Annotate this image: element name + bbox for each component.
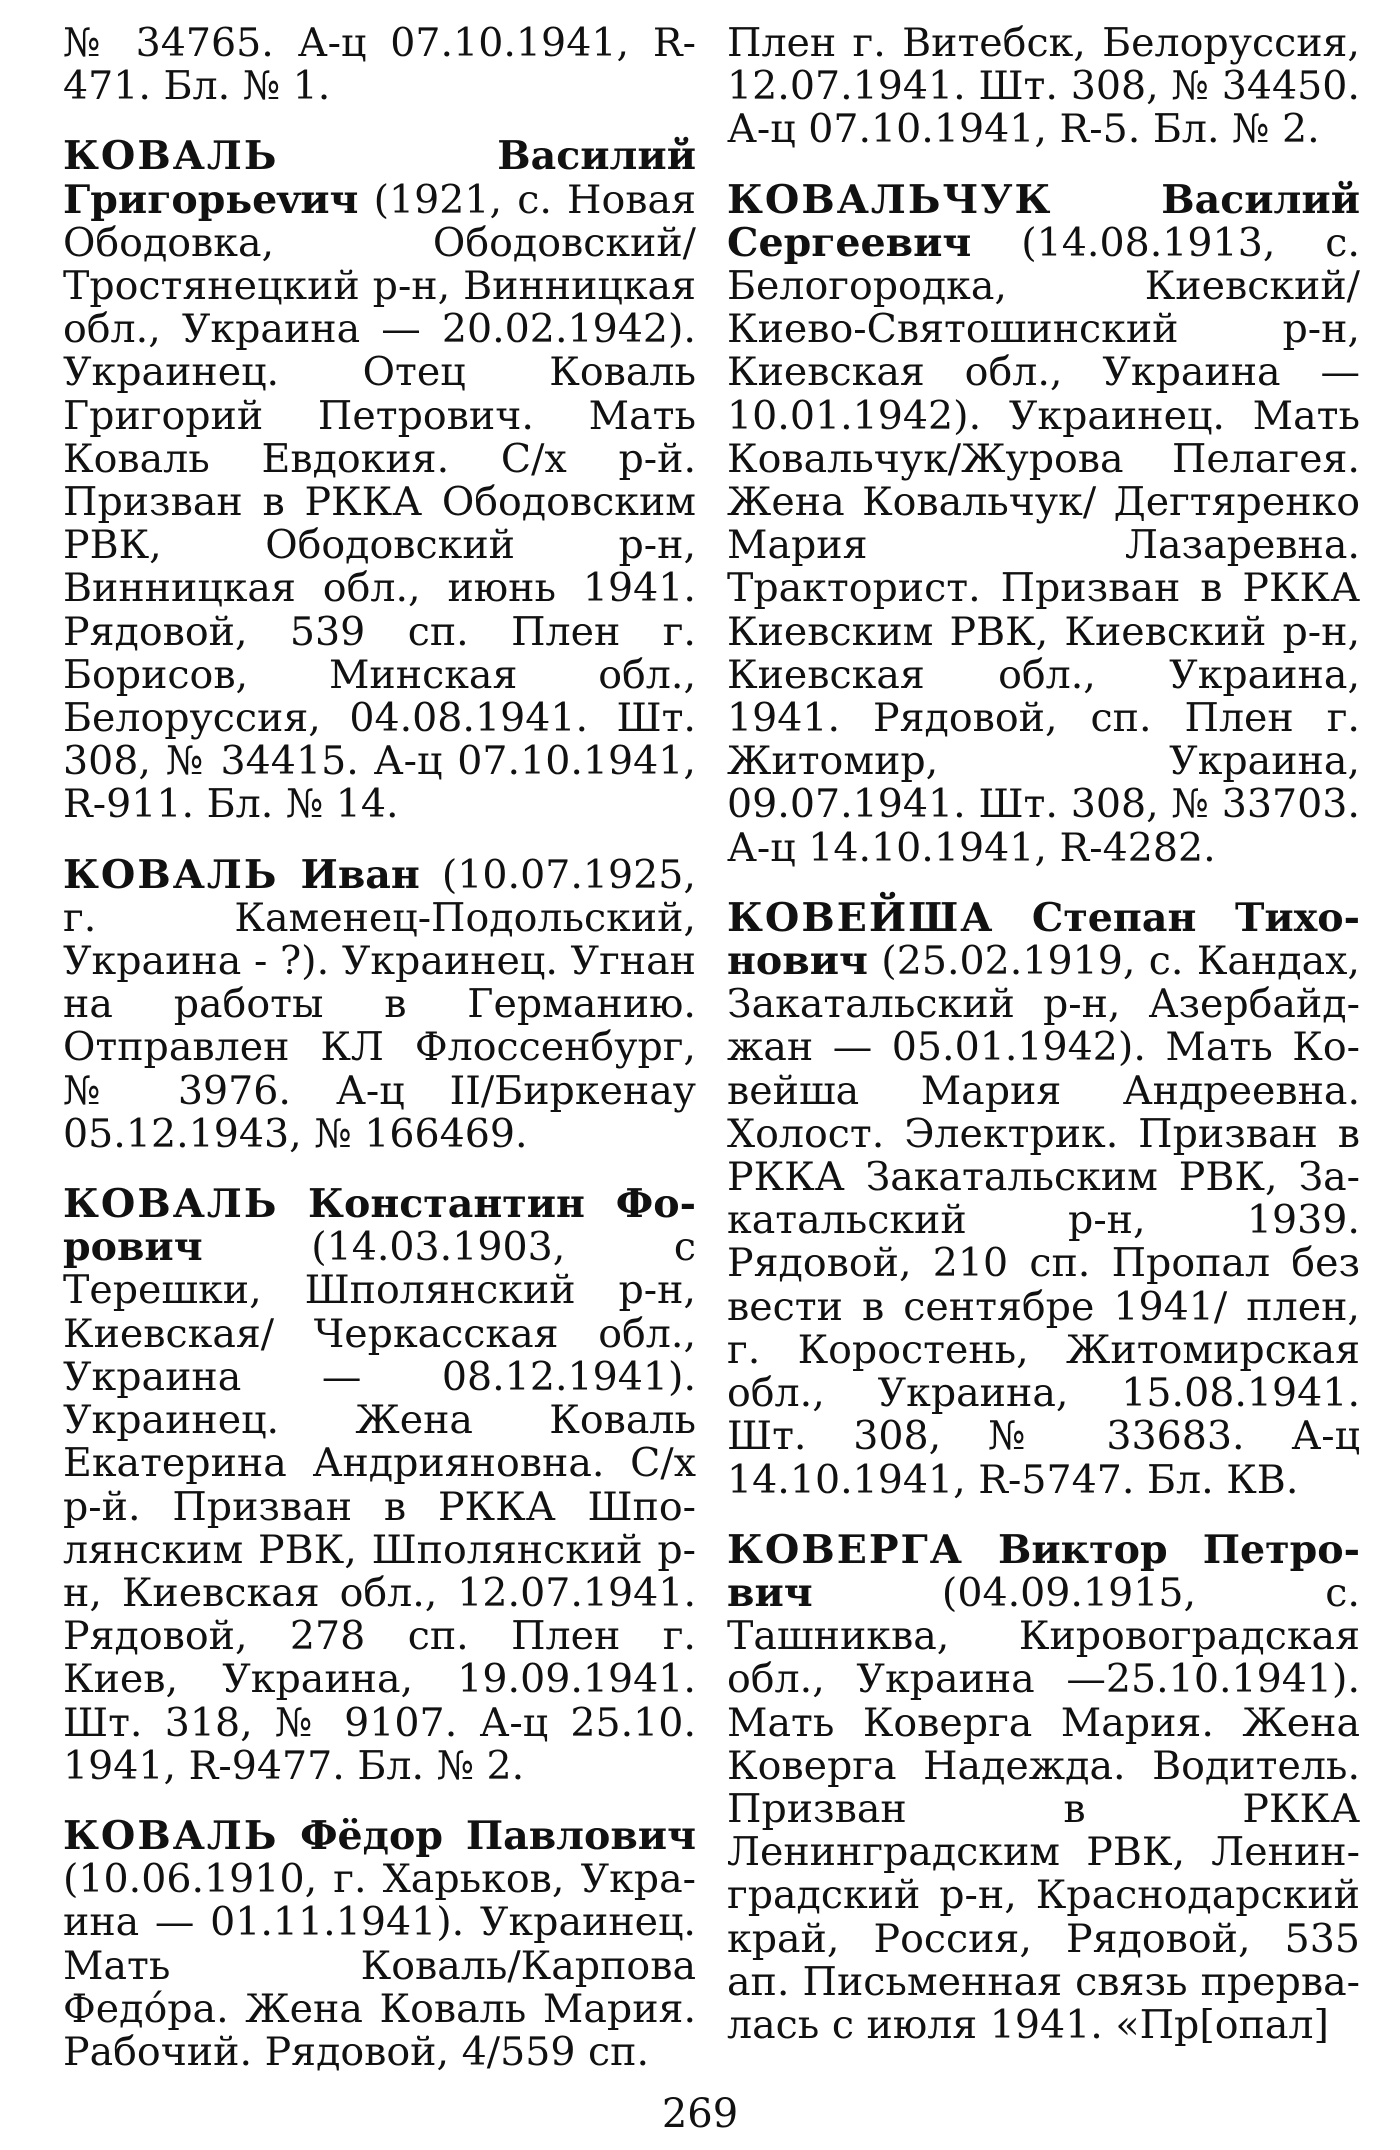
- entry-koval-ivan: [63, 851, 696, 1157]
- entry-given-name: Василий Сергеевич: [727, 176, 1360, 266]
- entry-koval-konstantin: [63, 1183, 696, 1788]
- entry-surname: КОВАЛЬ: [63, 133, 279, 180]
- entry-surname: КОВЕРГА: [727, 1526, 964, 1573]
- entry-given-name: Иван: [300, 851, 420, 898]
- entry-text: № 34765. А-ц 07.10.1941, R-471. Бл. № 1.: [63, 20, 696, 110]
- entry-surname: КОВАЛЬ: [63, 851, 279, 898]
- entry-given-name: Константин Форович: [63, 1181, 696, 1271]
- entry-text: (10.06.1910, г. Харьков, Украина — 01.11.1941). Украинец. Мать Коваль/Карпова Федóра. Жена Коваль Мария. Рабочий. Рядовой, 4/559 сп.: [63, 1856, 696, 2075]
- page-number: 269: [661, 2091, 739, 2137]
- entry-continuation: [63, 22, 696, 108]
- entry-text: (14.08.1913, с. Белогородка, Киевский/Киево-Святошинский р-н, Киевская обл., Украина — 10.01.1942). Украинец. Мать Ковальчук/Журова Пелагея. Жена Ковальчук/ Дегтяренко Мария Лазаревна. Тракторист. Призван в РККА Киевским РВК, Киевский р-н, Киевская обл., Украина, 1941. Рядовой, сп. Плен г. Житомир, Украина, 09.07.1941. Шт. 308, № 33703. А-ц 14.10.1941, R-4282.: [727, 219, 1360, 871]
- entry-koval-vasiliy: [63, 135, 696, 826]
- entry-given-name: Виктор Петрович: [727, 1526, 1361, 1616]
- entry-text: (25.02.1919, с. Кандах, Закатальский р-н, Азербайджан — 05.01.1942). Мать Ковейша Мария Андреевна. Холост. Электрик. Призван в РККА Закатальским РВК, Закатальский р-н, 1939. Рядовой, 210 сп. Пропал без вести в сентябре 1941/ плен, г. Коростень, Житомирская обл., Украина, 15.08.1941. Шт. 308, № 33683. А-ц 14.10.1941, R-5747. Бл. КВ.: [727, 938, 1360, 1503]
- entry-kovalchuk-vasiliy: [727, 176, 1360, 871]
- entry-surname: КОВАЛЬ: [63, 1181, 279, 1228]
- entry-text: (1921, с. Новая Ободовка, Ободовский/Тростянецкий р-н, Винницкая обл., Украина — 20.02.1942). Украинец. Отец Коваль Григорий Петрович. Мать Коваль Евдокия. С/х р-й. Призван в РККА Ободовским РВК, Ободовский р-н, Винницкая обл., июнь 1941. Рядовой, 539 сп. Плен г. Борисов, Минская обл., Белоруссия, 04.08.1941. Шт. 308, № 34415. А-ц 07.10.1941, R-911. Бл. № 14.: [63, 176, 696, 828]
- entry-text: (14.03.1903, с Терешки, Шполянский р-н, Киевская/ Черкасская обл., Украина — 08.12.1941). Украинец. Жена Коваль Екатерина Андрияновна. С/х р-й. Призван в РККА Шполянским РВК, Шполянский р-н, Киевская обл., 12.07.1941. Рядовой, 278 сп. Плен г. Киев, Украина, 19.09.1941. Шт. 318, № 9107. А-ц 25.10. 1941, R-9477. Бл. № 2.: [63, 1224, 696, 1789]
- entry-continuation: [727, 22, 1360, 152]
- entry-surname: КОВАЛЬ: [63, 1812, 279, 1859]
- left-column: [63, 22, 696, 2101]
- entry-given-name: Василий Григорьеvич: [63, 133, 696, 223]
- entry-surname: КОВЕЙША: [727, 894, 995, 941]
- right-column: [727, 22, 1360, 2074]
- entry-koveysha-stepan: [727, 894, 1360, 1503]
- entry-koverga-viktor: [727, 1526, 1361, 2048]
- entry-text: (04.09.1915, с. Ташниква, Кировоградская обл., Украина —25.10.1941). Мать Коверга Мария. Жена Коверга Надежда. Водитель. Призван в РККА Ленинградским РВК, Ленинградский р-н, Краснодарский край, Россия, Рядовой, 535 ап. Письменная связь прервалась с июля 1941. «Пр[опал]: [727, 1569, 1360, 2048]
- entry-text: Плен г. Витебск, Белоруссия, 12.07.1941. Шт. 308, № 34450. А-ц 07.10.1941, R-5. Бл. № 2.: [727, 20, 1360, 153]
- entry-given-name: Фёдор Павлович: [300, 1812, 697, 1859]
- entry-given-name: Степан Тихонович: [727, 894, 1360, 985]
- entry-koval-fedor: [63, 1812, 697, 2075]
- entry-text: (10.07.1925, г. Каменец-Подольский, Украина - ?). Украинец. Угнан на работы в Германию. Отправлен КЛ Флоссенбург, № 3976. А-ц II/Биркенау 05.12.1943, № 166469.: [63, 851, 696, 1157]
- entry-surname: КОВАЛЬЧУК: [727, 176, 1053, 223]
